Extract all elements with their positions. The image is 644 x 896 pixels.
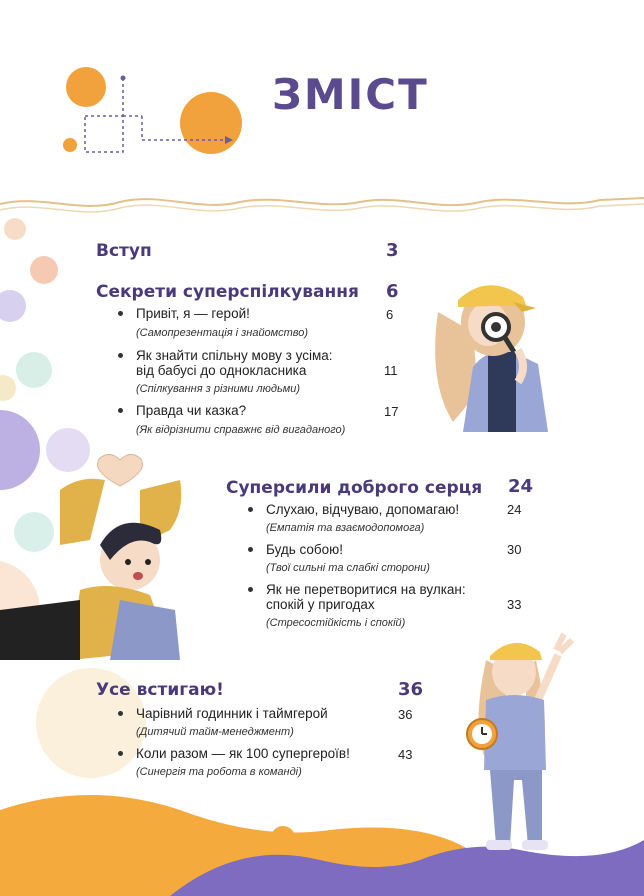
toc-item-subtitle: (Самопрезентація і знайомство)	[136, 327, 309, 339]
bullet	[248, 507, 253, 512]
toc-item-subtitle: (Як відрізнити справжнє від вигаданого)	[136, 424, 346, 436]
dotted-path-arrow	[80, 70, 240, 160]
bullet	[118, 408, 123, 413]
toc-item-title: Правда чи казка?	[136, 403, 247, 418]
bullet	[248, 547, 253, 552]
toc-item-title: Слухаю, відчуваю, допомагаю!	[266, 502, 460, 517]
toc-item-title: Як не перетворитися на вулкан:	[266, 582, 466, 597]
toc-item-title-line2: спокій у пригодах	[266, 597, 375, 612]
girl-clock-illustration	[456, 630, 586, 870]
toc-item-subtitle: (Дитячий тайм-менеджмент)	[136, 726, 294, 738]
bullet	[118, 751, 123, 756]
toc-item	[136, 348, 376, 378]
toc-item	[136, 746, 386, 761]
section-page: 36	[398, 679, 424, 700]
bullet	[118, 711, 123, 716]
toc-item-title-line2: від бабусі до однокласника	[136, 363, 307, 378]
toc-item-page: 6	[386, 307, 394, 322]
toc-item	[266, 582, 496, 612]
toc-item-title: Привіт, я — герой!	[136, 306, 250, 321]
deco-circle-lavender-1	[0, 290, 26, 322]
toc-item-subtitle: (Стресостійкість і спокій)	[266, 617, 406, 629]
toc-item-page: 24	[507, 502, 522, 517]
toc-item	[266, 502, 496, 517]
bullet	[118, 353, 123, 358]
toc-item-page: 17	[384, 404, 399, 419]
section-page: 24	[508, 476, 534, 497]
toc-item-page: 11	[384, 363, 398, 378]
deco-circle-peach-2	[30, 256, 58, 284]
section-page: 6	[386, 281, 399, 302]
intro-page: 3	[386, 240, 399, 261]
deco-circle-mint	[16, 352, 52, 388]
toc-item-page: 30	[507, 542, 522, 557]
toc-item-subtitle: (Твої сильні та слабкі сторони)	[266, 562, 430, 574]
bullet	[118, 311, 123, 316]
deco-circle-cream	[0, 375, 16, 401]
wavy-divider	[0, 190, 644, 230]
section-title: Усе встигаю!	[96, 680, 224, 700]
toc-item	[136, 706, 386, 721]
deco-circle-peach-1	[4, 218, 26, 240]
toc-item-title: Будь собою!	[266, 542, 344, 557]
toc-item-subtitle: (Синергія та робота в команді)	[136, 766, 302, 778]
girl-magnifier-illustration	[418, 272, 568, 437]
toc-item-title: Чарівний годинник і таймгерой	[136, 706, 328, 721]
bullet	[248, 587, 253, 592]
toc-item-subtitle: (Емпатія та взаємодопомога)	[266, 522, 425, 534]
toc-item-title: Коли разом — як 100 супергероїв!	[136, 746, 350, 761]
toc-item-page: 33	[507, 597, 522, 612]
toc-item	[266, 542, 496, 557]
toc-item-title: Як знайти спільну мову з усіма:	[136, 348, 333, 363]
section-title: Суперсили доброго серця	[226, 478, 483, 498]
toc-item-page: 43	[398, 747, 413, 762]
section-title: Секрети суперспілкування	[96, 282, 359, 302]
toc-item-page: 36	[398, 707, 413, 722]
boy-heart-hands-illustration	[0, 450, 200, 670]
page-title: ЗМІСТ	[272, 70, 429, 119]
toc-item	[136, 403, 376, 418]
toc-item-subtitle: (Спілкування з різними людьми)	[136, 383, 301, 395]
toc-item	[136, 306, 376, 321]
orange-circle-small	[63, 138, 77, 152]
intro-label: Вступ	[96, 241, 152, 261]
